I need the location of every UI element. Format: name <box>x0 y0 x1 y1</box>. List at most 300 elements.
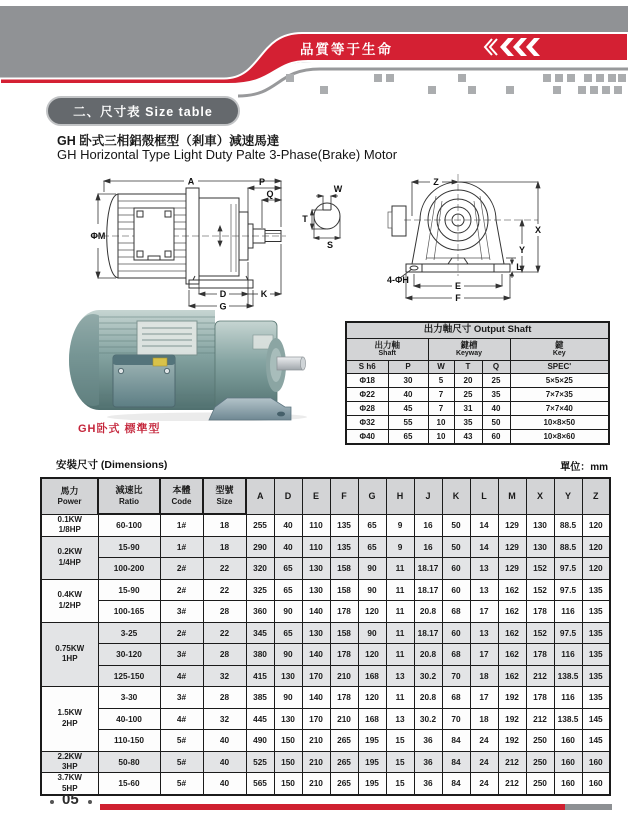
dim-cell-K: 60 <box>442 579 470 601</box>
header-dim-F: F <box>330 478 358 514</box>
col-w: W <box>428 361 454 374</box>
header-dim-G: G <box>358 478 386 514</box>
dim-cell-E: 110 <box>302 514 330 536</box>
table-row <box>41 751 610 773</box>
dim-cell-E: 210 <box>302 773 330 795</box>
dim-cell-A: 565 <box>246 773 274 795</box>
dim-cell-E: 140 <box>302 601 330 623</box>
dim-cell-L: 24 <box>470 751 498 773</box>
dim-cell-E: 170 <box>302 708 330 730</box>
dim-cell-A: 445 <box>246 708 274 730</box>
dim-cell-H: 11 <box>386 601 414 623</box>
dim-cell-Y: 97.5 <box>554 579 582 601</box>
dim-cell-M: 162 <box>498 579 526 601</box>
output-shaft-table <box>345 321 610 445</box>
header-code: 本體 Code <box>160 478 203 514</box>
shaft-value-cell: 65 <box>388 430 428 445</box>
size-cell: 22 <box>203 622 246 644</box>
table-row <box>41 730 610 752</box>
dim-cell-X: 178 <box>526 601 554 623</box>
dim-cell-L: 24 <box>470 773 498 795</box>
shaft-row <box>346 374 609 388</box>
dim-cell-D: 150 <box>274 751 302 773</box>
dim-cell-M: 192 <box>498 687 526 709</box>
dim-cell-Y: 160 <box>554 751 582 773</box>
header-dim-D: D <box>274 478 302 514</box>
dim-cell-H: 9 <box>386 536 414 558</box>
dim-cell-Y: 138.5 <box>554 708 582 730</box>
dim-cell-M: 162 <box>498 622 526 644</box>
dim-cell-E: 130 <box>302 622 330 644</box>
ratio-cell: 100-165 <box>98 601 160 623</box>
footer-rule <box>100 804 565 810</box>
dim-cell-Z: 145 <box>582 708 610 730</box>
dim-cell-G: 195 <box>358 751 386 773</box>
dim-cell-Z: 120 <box>582 536 610 558</box>
dim-cell-J: 18.17 <box>414 579 442 601</box>
output-shaft-title: 出力軸尺寸 Output Shaft <box>346 322 609 339</box>
size-cell: 18 <box>203 536 246 558</box>
dim-cell-Z: 135 <box>582 601 610 623</box>
dim-cell-M: 212 <box>498 773 526 795</box>
product-photo <box>57 303 309 421</box>
shaft-dia-cell: Φ32 <box>346 416 388 430</box>
table-row <box>41 558 610 580</box>
dim-cell-M: 212 <box>498 751 526 773</box>
dimensions-header-row <box>41 478 610 514</box>
shaft-value-cell: 55 <box>388 416 428 430</box>
col-s-h6: S h6 <box>346 361 388 374</box>
table-row <box>41 708 610 730</box>
dim-cell-E: 140 <box>302 687 330 709</box>
power-cell: 1.5KW 2HP <box>41 687 98 752</box>
shaft-value-cell: 45 <box>388 402 428 416</box>
code-cell: 4# <box>160 708 203 730</box>
size-cell: 28 <box>203 687 246 709</box>
table-row <box>41 665 610 687</box>
power-cell: 2.2KW 3HP <box>41 751 98 773</box>
power-cell: 0.4KW 1/2HP <box>41 579 98 622</box>
dim-cell-D: 90 <box>274 601 302 623</box>
dim-cell-M: 129 <box>498 536 526 558</box>
dim-cell-J: 36 <box>414 751 442 773</box>
group-key: 鍵 Key <box>510 339 609 361</box>
dim-cell-A: 380 <box>246 644 274 666</box>
dim-cell-H: 13 <box>386 665 414 687</box>
size-cell: 40 <box>203 751 246 773</box>
dim-cell-E: 110 <box>302 536 330 558</box>
dim-cell-M: 162 <box>498 601 526 623</box>
dim-cell-J: 20.8 <box>414 687 442 709</box>
code-cell: 1# <box>160 514 203 536</box>
dim-cell-A: 385 <box>246 687 274 709</box>
dim-label-K: K <box>260 289 268 299</box>
dim-cell-Z: 160 <box>582 751 610 773</box>
dim-cell-X: 130 <box>526 536 554 558</box>
dim-cell-G: 65 <box>358 514 386 536</box>
dim-cell-X: 152 <box>526 579 554 601</box>
power-cell: 0.2KW 1/4HP <box>41 536 98 579</box>
header-dim-Y: Y <box>554 478 582 514</box>
dim-cell-Z: 135 <box>582 622 610 644</box>
dim-cell-G: 195 <box>358 773 386 795</box>
dim-cell-Z: 145 <box>582 730 610 752</box>
dim-cell-A: 415 <box>246 665 274 687</box>
code-cell: 4# <box>160 665 203 687</box>
shaft-value-cell: 7 <box>428 388 454 402</box>
dim-cell-K: 60 <box>442 558 470 580</box>
dim-cell-J: 18.17 <box>414 558 442 580</box>
dim-cell-F: 265 <box>330 751 358 773</box>
dim-cell-F: 158 <box>330 579 358 601</box>
size-cell: 28 <box>203 644 246 666</box>
dim-cell-J: 20.8 <box>414 644 442 666</box>
size-cell: 28 <box>203 601 246 623</box>
dim-cell-L: 17 <box>470 601 498 623</box>
table-row <box>41 514 610 536</box>
code-cell: 2# <box>160 558 203 580</box>
dim-cell-Z: 160 <box>582 773 610 795</box>
dim-cell-J: 36 <box>414 730 442 752</box>
dim-cell-M: 162 <box>498 644 526 666</box>
dim-cell-F: 178 <box>330 644 358 666</box>
group-shaft: 出力軸 Shaft <box>346 339 428 361</box>
dim-cell-Z: 120 <box>582 514 610 536</box>
dim-cell-K: 50 <box>442 514 470 536</box>
shaft-value-cell: 50 <box>482 416 510 430</box>
dim-cell-F: 135 <box>330 514 358 536</box>
header-dim-L: L <box>470 478 498 514</box>
ratio-cell: 15-90 <box>98 536 160 558</box>
code-cell: 1# <box>160 536 203 558</box>
dim-cell-K: 70 <box>442 665 470 687</box>
dim-cell-E: 130 <box>302 579 330 601</box>
dim-cell-X: 152 <box>526 558 554 580</box>
header-size: 型號 Size <box>203 478 246 514</box>
dim-cell-D: 40 <box>274 514 302 536</box>
dim-cell-H: 15 <box>386 773 414 795</box>
dim-cell-L: 18 <box>470 665 498 687</box>
dim-label-D: D <box>219 289 227 299</box>
dim-cell-D: 90 <box>274 687 302 709</box>
code-cell: 5# <box>160 773 203 795</box>
dim-cell-E: 130 <box>302 558 330 580</box>
header-dim-K: K <box>442 478 470 514</box>
header-dim-H: H <box>386 478 414 514</box>
dim-cell-X: 178 <box>526 644 554 666</box>
header-dim-X: X <box>526 478 554 514</box>
header-dim-E: E <box>302 478 330 514</box>
dim-cell-L: 24 <box>470 730 498 752</box>
dim-cell-L: 13 <box>470 579 498 601</box>
dim-cell-M: 129 <box>498 514 526 536</box>
dim-cell-M: 192 <box>498 708 526 730</box>
dim-cell-X: 212 <box>526 708 554 730</box>
dim-cell-E: 210 <box>302 751 330 773</box>
shaft-value-cell: 7×7×35 <box>510 388 609 402</box>
dim-cell-Y: 116 <box>554 687 582 709</box>
col-spec: SPEC' <box>510 361 609 374</box>
dim-cell-J: 20.8 <box>414 601 442 623</box>
code-cell: 2# <box>160 579 203 601</box>
dim-cell-K: 68 <box>442 644 470 666</box>
size-cell: 18 <box>203 514 246 536</box>
table-row <box>41 622 610 644</box>
product-title-zh: GH 卧式三相鋁殼框型（剎車）減速馬達 <box>57 134 280 148</box>
dim-cell-G: 90 <box>358 558 386 580</box>
dim-cell-F: 265 <box>330 730 358 752</box>
shaft-value-cell: 7×7×40 <box>510 402 609 416</box>
dim-cell-M: 162 <box>498 665 526 687</box>
power-cell: 0.75KW 1HP <box>41 622 98 687</box>
shaft-value-cell: 20 <box>454 374 482 388</box>
code-cell: 3# <box>160 687 203 709</box>
dim-cell-Y: 88.5 <box>554 514 582 536</box>
dim-cell-F: 158 <box>330 622 358 644</box>
dim-cell-L: 17 <box>470 687 498 709</box>
size-cell: 32 <box>203 665 246 687</box>
dim-cell-J: 36 <box>414 773 442 795</box>
dim-label-W: W <box>333 184 343 194</box>
dim-cell-K: 60 <box>442 622 470 644</box>
dim-cell-K: 84 <box>442 773 470 795</box>
dim-cell-D: 40 <box>274 536 302 558</box>
dim-label-M: ΦM <box>90 231 106 241</box>
dim-cell-G: 65 <box>358 536 386 558</box>
dim-label-S: S <box>326 240 334 250</box>
ratio-cell: 60-100 <box>98 514 160 536</box>
dim-cell-Z: 120 <box>582 558 610 580</box>
shaft-dia-cell: Φ22 <box>346 388 388 402</box>
code-cell: 2# <box>160 622 203 644</box>
side-view-drawing <box>90 172 352 314</box>
dim-cell-X: 250 <box>526 730 554 752</box>
dim-cell-X: 178 <box>526 687 554 709</box>
dim-cell-H: 11 <box>386 644 414 666</box>
dim-cell-H: 9 <box>386 514 414 536</box>
dim-cell-G: 168 <box>358 665 386 687</box>
shaft-value-cell: 40 <box>482 402 510 416</box>
dim-cell-M: 192 <box>498 730 526 752</box>
dim-cell-K: 68 <box>442 601 470 623</box>
dim-cell-D: 65 <box>274 558 302 580</box>
shaft-dia-cell: Φ28 <box>346 402 388 416</box>
header-power: 馬力 Power <box>41 478 98 514</box>
shaft-value-cell: 10×8×50 <box>510 416 609 430</box>
product-title-en: GH Horizontal Type Light Duty Palte 3-Phase(Brake) Motor <box>57 147 398 162</box>
header-dim-Z: Z <box>582 478 610 514</box>
group-keyway: 鍵槽 Keyway <box>428 339 510 361</box>
dim-label-L: L <box>516 262 522 272</box>
dim-label-Y: Y <box>518 245 526 255</box>
section-title: 二、尺寸表 Size table <box>73 105 213 119</box>
ratio-cell: 125-150 <box>98 665 160 687</box>
dim-cell-Z: 135 <box>582 579 610 601</box>
dim-cell-G: 120 <box>358 687 386 709</box>
dim-cell-X: 152 <box>526 622 554 644</box>
dim-label-G: G <box>219 301 227 312</box>
dim-cell-F: 210 <box>330 708 358 730</box>
dim-cell-G: 195 <box>358 730 386 752</box>
dim-cell-A: 255 <box>246 514 274 536</box>
dim-cell-G: 90 <box>358 622 386 644</box>
dim-cell-A: 320 <box>246 558 274 580</box>
shaft-value-cell: 25 <box>482 374 510 388</box>
shaft-dia-cell: Φ40 <box>346 430 388 445</box>
dim-cell-Y: 160 <box>554 730 582 752</box>
dim-cell-G: 120 <box>358 644 386 666</box>
table-row <box>41 601 610 623</box>
dim-cell-K: 84 <box>442 751 470 773</box>
dim-cell-D: 90 <box>274 644 302 666</box>
footer-dot <box>50 800 54 804</box>
dim-cell-Y: 116 <box>554 644 582 666</box>
shaft-value-cell: 35 <box>454 416 482 430</box>
dim-cell-X: 130 <box>526 514 554 536</box>
dim-cell-L: 14 <box>470 514 498 536</box>
dim-cell-D: 130 <box>274 665 302 687</box>
page-number: 05 <box>62 791 79 808</box>
shaft-dia-cell: Φ18 <box>346 374 388 388</box>
ratio-cell: 50-80 <box>98 751 160 773</box>
dim-cell-G: 120 <box>358 601 386 623</box>
dim-cell-D: 130 <box>274 708 302 730</box>
dim-cell-L: 17 <box>470 644 498 666</box>
dim-label-A: A <box>187 176 195 187</box>
dim-label-X: X <box>534 225 542 235</box>
dim-cell-A: 345 <box>246 622 274 644</box>
ratio-cell: 30-120 <box>98 644 160 666</box>
dim-cell-L: 18 <box>470 708 498 730</box>
size-cell: 32 <box>203 708 246 730</box>
ratio-cell: 40-100 <box>98 708 160 730</box>
shaft-value-cell: 35 <box>482 388 510 402</box>
dim-cell-L: 14 <box>470 536 498 558</box>
dim-cell-G: 168 <box>358 708 386 730</box>
header-dim-J: J <box>414 478 442 514</box>
shaft-value-cell: 60 <box>482 430 510 445</box>
shaft-value-cell: 40 <box>388 388 428 402</box>
shaft-value-cell: 43 <box>454 430 482 445</box>
dim-cell-D: 65 <box>274 579 302 601</box>
dim-label-Q: Q <box>266 189 274 199</box>
ratio-cell: 100-200 <box>98 558 160 580</box>
shaft-value-cell: 5×5×25 <box>510 374 609 388</box>
shaft-value-cell: 10 <box>428 416 454 430</box>
dim-cell-K: 50 <box>442 536 470 558</box>
dim-cell-A: 360 <box>246 601 274 623</box>
shaft-row <box>346 416 609 430</box>
dim-cell-H: 11 <box>386 622 414 644</box>
shaft-row <box>346 388 609 402</box>
col-q: Q <box>482 361 510 374</box>
dim-cell-F: 178 <box>330 601 358 623</box>
dim-cell-A: 490 <box>246 730 274 752</box>
dim-cell-D: 65 <box>274 622 302 644</box>
dim-label-Z: Z <box>433 177 439 187</box>
dim-cell-J: 18.17 <box>414 622 442 644</box>
code-cell: 3# <box>160 644 203 666</box>
dim-cell-F: 265 <box>330 773 358 795</box>
dim-cell-J: 16 <box>414 536 442 558</box>
banner-slogan: 品質等于生命 <box>300 42 393 57</box>
table-row <box>41 773 610 795</box>
power-cell: 3.7KW 5HP <box>41 773 98 795</box>
dim-cell-Y: 138.5 <box>554 665 582 687</box>
size-cell: 40 <box>203 773 246 795</box>
table-row <box>41 536 610 558</box>
dim-cell-J: 30.2 <box>414 665 442 687</box>
dim-cell-Z: 135 <box>582 687 610 709</box>
footer-rule-end <box>565 804 612 810</box>
header-squares-pattern <box>286 74 626 94</box>
unit-label: 單位：mm <box>560 462 608 473</box>
dim-cell-X: 250 <box>526 773 554 795</box>
dim-cell-J: 30.2 <box>414 708 442 730</box>
dimensions-table <box>40 477 611 796</box>
dim-cell-D: 150 <box>274 773 302 795</box>
dimensions-caption: 安裝尺寸 (Dimensions) <box>56 459 168 471</box>
table-row <box>41 644 610 666</box>
dim-cell-J: 16 <box>414 514 442 536</box>
table-row <box>41 579 610 601</box>
dim-cell-Z: 135 <box>582 665 610 687</box>
col-p: P <box>388 361 428 374</box>
size-cell: 40 <box>203 730 246 752</box>
dim-cell-E: 170 <box>302 665 330 687</box>
dim-cell-H: 11 <box>386 558 414 580</box>
shaft-value-cell: 30 <box>388 374 428 388</box>
dim-cell-K: 70 <box>442 708 470 730</box>
ratio-cell: 15-90 <box>98 579 160 601</box>
section-title-pill <box>46 96 240 126</box>
code-cell: 3# <box>160 601 203 623</box>
dim-label-T: T <box>302 214 308 224</box>
shaft-value-cell: 10 <box>428 430 454 445</box>
front-view-drawing <box>386 170 602 312</box>
dim-label-4PhiH: 4-ΦH <box>387 275 409 285</box>
power-cell: 0.1KW 1/8HP <box>41 514 98 536</box>
shaft-value-cell: 25 <box>454 388 482 402</box>
dim-cell-H: 15 <box>386 730 414 752</box>
col-t: T <box>454 361 482 374</box>
ratio-cell: 3-30 <box>98 687 160 709</box>
dim-cell-D: 150 <box>274 730 302 752</box>
code-cell: 5# <box>160 730 203 752</box>
photo-caption: GH卧式 標準型 <box>78 423 161 435</box>
dim-cell-A: 325 <box>246 579 274 601</box>
dim-cell-H: 13 <box>386 708 414 730</box>
dim-cell-H: 15 <box>386 751 414 773</box>
ratio-cell: 3-25 <box>98 622 160 644</box>
dim-cell-F: 135 <box>330 536 358 558</box>
shaft-value-cell: 10×8×60 <box>510 430 609 445</box>
dim-cell-Y: 116 <box>554 601 582 623</box>
code-cell: 5# <box>160 751 203 773</box>
dim-cell-E: 210 <box>302 730 330 752</box>
dim-cell-Z: 135 <box>582 644 610 666</box>
dim-label-F: F <box>455 293 461 303</box>
ratio-cell: 110-150 <box>98 730 160 752</box>
header-dim-A: A <box>246 478 274 514</box>
dim-cell-L: 13 <box>470 622 498 644</box>
dim-label-E: E <box>454 281 462 291</box>
dim-cell-A: 525 <box>246 751 274 773</box>
shaft-value-cell: 7 <box>428 402 454 416</box>
ratio-cell: 15-60 <box>98 773 160 795</box>
dim-label-P: P <box>258 177 266 187</box>
footer-dot <box>88 800 92 804</box>
